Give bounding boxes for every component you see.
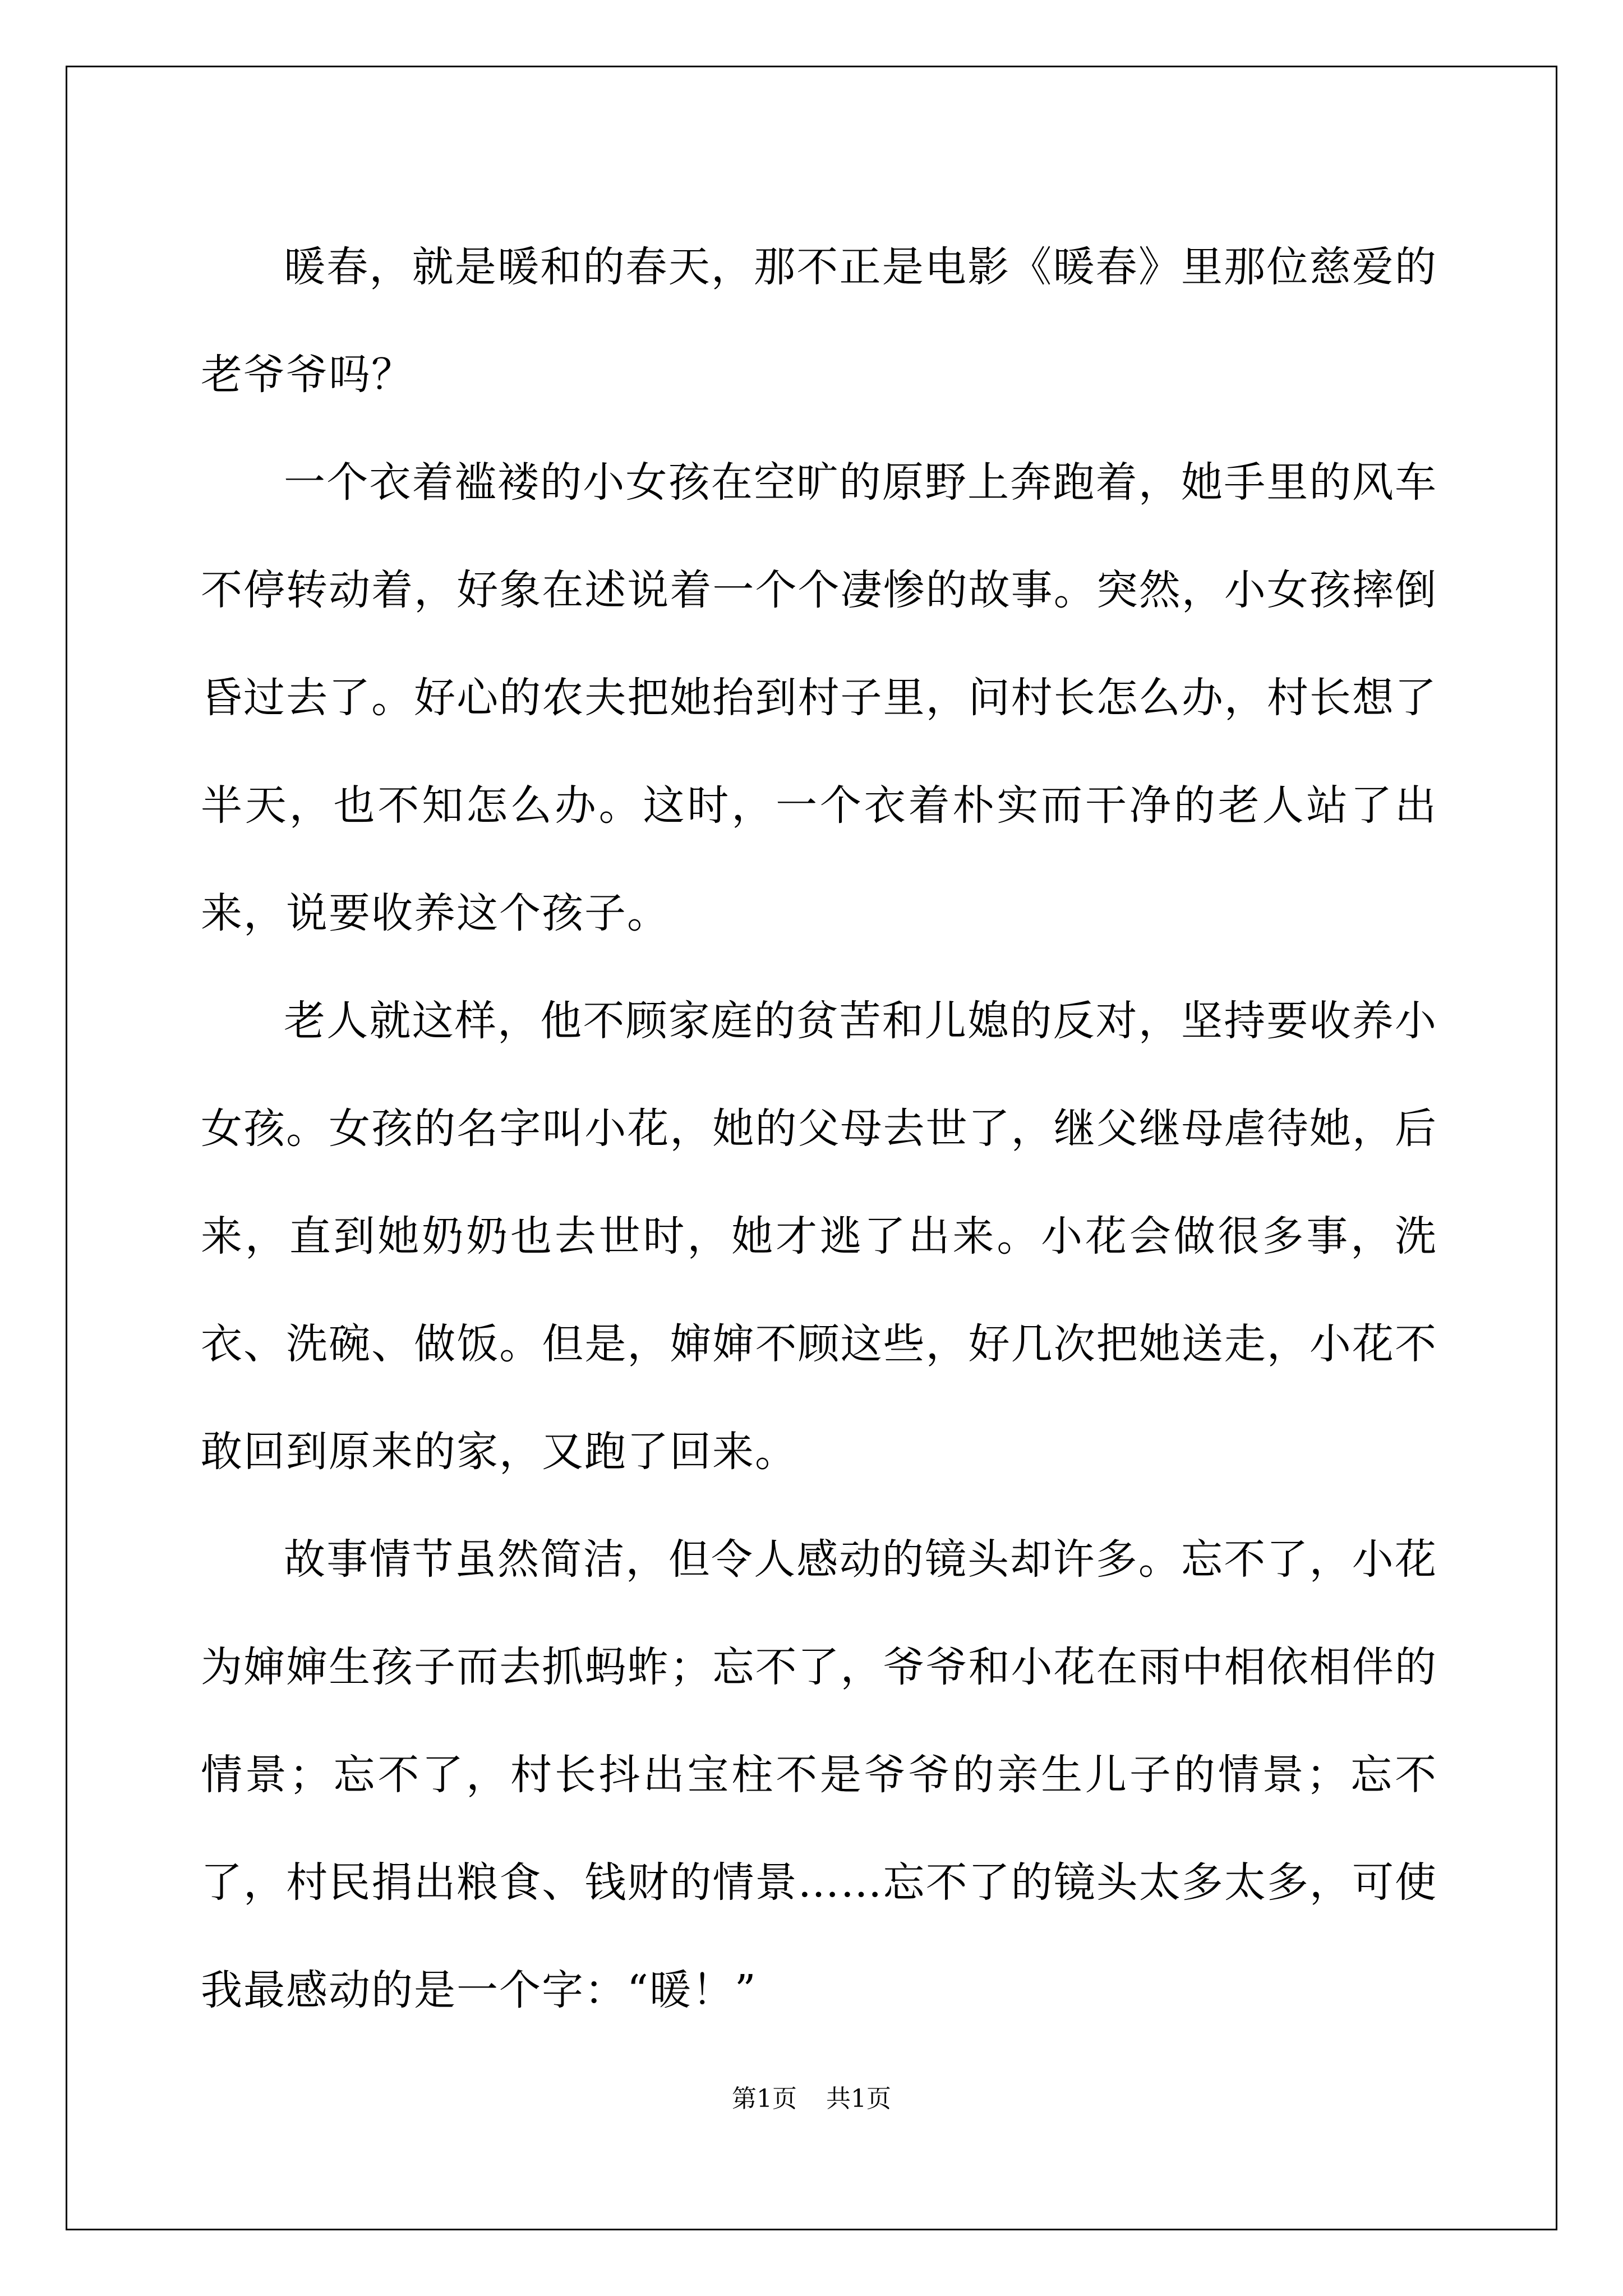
paragraph-4: 故事情节虽然简洁，但令人感动的镜头却许多。忘不了，小花为婶婶生孩子而去抓蚂蚱；忘不了，爷爷和小花在雨中相依相伴的情景；忘不了，村长抖出宝柱不是爷爷的亲生儿子的情景；忘不了，村民捐出粮食、钱财的情景……忘不了的镜头太多太多，可使我最感动的是一个字：“暖！” [201,1535,1437,2014]
paragraph-2: 一个衣着褴褛的小女孩在空旷的原野上奔跑着，她手里的风车不停转动着，好象在述说着一个个凄惨的故事。突然，小女孩摔倒昏过去了。好心的农夫把她抬到村子里，问村长怎么办，村长想了半天，也不知怎么办。这时，一个衣着朴实而干净的老人站了出来，说要收养这个孩子。 [201,458,1437,937]
page-footer [0,2078,1623,2114]
document-body [201,213,1437,2044]
paragraph-3: 老人就这样，他不顾家庭的贫苦和儿媳的反对，坚持要收养小女孩。女孩的名字叫小花，她的父母去世了，继父继母虐待她，后来，直到她奶奶也去世时，她才逃了出来。小花会做很多事，洗衣、洗碗、做饭。但是，婶婶不顾这些，好几次把她送走，小花不敢回到原来的家，又跑了回来。 [201,997,1437,1476]
paragraph-1: 暖春，就是暖和的春天，那不正是电影《暖春》里那位慈爱的老爷爷吗？ [201,243,1437,399]
page-number-total: 共1页 [826,2085,891,2113]
page-number-current: 第1页 [732,2085,797,2113]
